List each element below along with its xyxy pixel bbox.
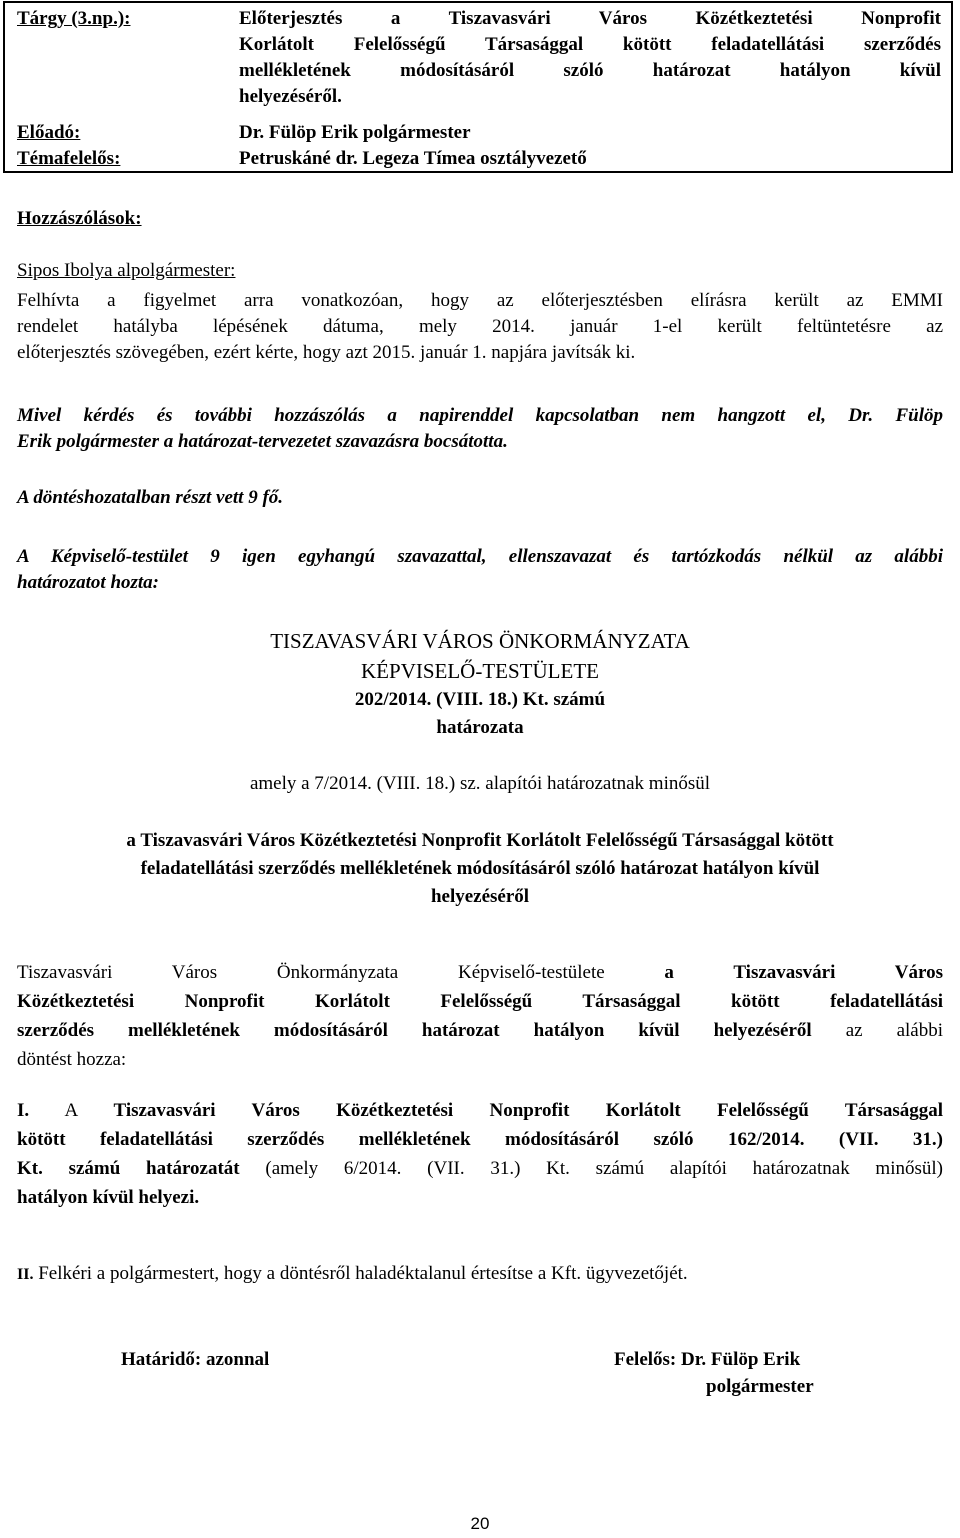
council-body: KÉPVISELŐ-TESTÜLETE	[361, 659, 599, 683]
subject-line: mellékletének módosításáról szóló határozat hatályon kívül	[239, 60, 941, 81]
page-number: 20	[470, 1514, 490, 1533]
intro-line: Közétkeztetési Nonprofit Korlátolt Felelősségű Társasággal kötött feladatellátási	[17, 991, 943, 1012]
header-box	[3, 1, 953, 173]
resolution-word: határozata	[436, 717, 524, 738]
presenter-value: Dr. Fülöp Erik polgármester	[239, 122, 471, 143]
council-name: TISZAVASVÁRI VÁROS ÖNKORMÁNYZATA	[270, 629, 690, 653]
responsible-row	[17, 146, 941, 172]
resolution-qualifier: amely a 7/2014. (VIII. 18.) sz. alapítói határozatnak minősül	[249, 773, 711, 794]
point1-number: I.	[17, 1100, 30, 1121]
point1-line: kötött feladatellátási szerződés mellékletének módosításáról szóló 162/2014. (VII. 31.)	[17, 1129, 943, 1150]
point1-line	[17, 1154, 943, 1183]
intro-bold: a Tiszavasvári Város	[664, 962, 943, 983]
intro-line: döntést hozza:	[17, 1049, 127, 1070]
subject-value	[239, 6, 941, 110]
vote-result-line: A Képviselő-testület 9 igen egyhangú szavazattal, ellenszavazat és tartózkodás nélkül az alábbi	[17, 546, 943, 567]
subject-line: Korlátolt Felelősségű Társasággal kötött feladatellátási szerződés	[239, 34, 941, 55]
comment-text	[17, 288, 943, 366]
point1-line	[17, 1096, 943, 1125]
speaker-label: Sipos Ibolya alpolgármester:	[17, 260, 236, 281]
responsible-line: polgármester	[706, 1376, 814, 1397]
motion-text	[17, 403, 943, 455]
motion-line: Mivel kérdés és további hozzászólás a napirenddel kapcsolatban nem hangzott el, Dr. Fülöp	[17, 405, 943, 426]
responsible-text	[614, 1346, 814, 1400]
intro-text: az alábbi	[811, 1020, 944, 1041]
comment-line: Felhívta a figyelmet arra vonatkozóan, hogy az előterjesztésben elírásra került az EMMI	[17, 290, 943, 311]
responsible-label: Témafelelős:	[17, 148, 121, 169]
responsible-line: Felelős: Dr. Fülöp Erik	[614, 1349, 801, 1370]
responsible-value: Petruskáné dr. Legeza Tímea osztályvezető	[239, 148, 587, 169]
intro-bold: szerződés mellékletének módosításáról határozat hatályon kívül helyezéséről	[17, 1020, 812, 1041]
point1-bold: Kt. számú határozatát	[17, 1158, 240, 1179]
vote-result	[17, 544, 943, 596]
deadline-text: Határidő: azonnal	[121, 1349, 270, 1370]
presenter-row	[17, 120, 941, 146]
intro-line	[17, 1016, 943, 1045]
subject-row	[17, 6, 941, 110]
point1-text: (amely 6/2014. (VII. 31.) Kt. számú alapítói határozatnak minősül)	[239, 1158, 943, 1179]
point2-text: Felkéri a polgármestert, hogy a döntésről haladéktalanul értesítse a Kft. ügyvezetőjét.	[33, 1263, 688, 1284]
participants-text: A döntéshozatalban részt vett 9 fő.	[17, 487, 284, 508]
intro-line	[17, 958, 943, 987]
resolution-point-2	[17, 1261, 943, 1288]
resolution-title	[0, 626, 960, 742]
comments-heading: Hozzászólások:	[17, 208, 142, 229]
resolution-number: 202/2014. (VIII. 18.) Kt. számú	[354, 689, 606, 710]
comment-line: előterjesztés szövegében, ezért kérte, hogy azt 2015. január 1. napjára javítsák ki.	[17, 342, 636, 363]
comment-line: rendelet hatályba lépésének dátuma, mely 2014. január 1-el került feltüntetésre az	[17, 316, 943, 337]
subject-label: Tárgy (3.np.):	[17, 8, 131, 29]
resolution-point-1	[17, 1096, 943, 1212]
point1-bold: Tiszavasvári Város Közétkeztetési Nonprofit Korlátolt Felelősségű Társasággal	[113, 1100, 944, 1121]
subject-line: Előterjesztés a Tiszavasvári Város Közétkeztetési Nonprofit	[239, 8, 941, 29]
resolution-subject-line: helyezéséről	[430, 886, 530, 907]
point2-number: II.	[17, 1266, 34, 1283]
speaker-name	[17, 258, 943, 284]
resolution-intro	[17, 958, 943, 1074]
presenter-label: Előadó:	[17, 122, 81, 143]
motion-line: Erik polgármester a határozat-tervezetet szavazásra bocsátotta.	[17, 431, 508, 452]
vote-result-line: határozatot hozta:	[17, 572, 160, 593]
resolution-subject	[0, 827, 960, 911]
point1-text: A	[29, 1100, 114, 1121]
point1-line: hatályon kívül helyezi.	[17, 1187, 200, 1208]
subject-line: helyezéséről.	[239, 86, 342, 107]
resolution-subject-line: a Tiszavasvári Város Közétkeztetési Nonprofit Korlátolt Felelősségű Társasággal kötött	[126, 830, 834, 851]
resolution-subject-line: feladatellátási szerződés mellékletének módosításáról szóló határozat hatályon kívül	[140, 858, 820, 879]
intro-text: Tiszavasvári Város Önkormányzata Képviselő-testülete	[17, 962, 665, 983]
